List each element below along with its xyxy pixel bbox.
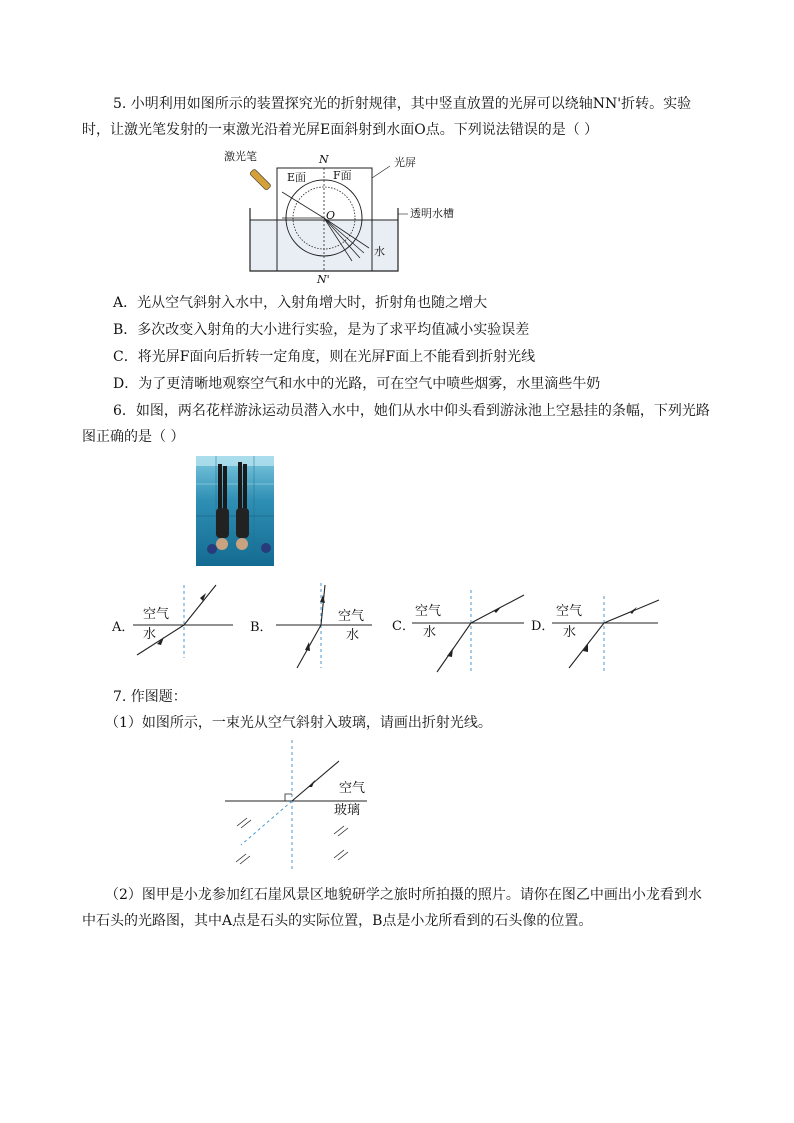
arrow-head: [630, 607, 637, 614]
q6-option-c-letter: C．: [392, 619, 415, 634]
incident-ray: [292, 761, 339, 801]
o-label: O: [326, 209, 336, 222]
n-label: N: [319, 153, 329, 166]
q5-apparatus-figure: [222, 148, 522, 288]
q6-d-air-label: 空气: [556, 604, 583, 619]
q6-option-a-letter: A．: [112, 620, 135, 635]
water-label: 水: [374, 245, 385, 258]
q6-text-line1: 6．如图，两名花样游泳运动员潜入水中，她们从水中仰头看到游泳池上空悬挂的条幅，下列光路: [113, 403, 710, 419]
q6-option-b-letter: B．: [250, 620, 273, 635]
q5-text-line1: 5. 小明利用如图所示的装置探究光的折射规律，其中竖直放置的光屏可以绕轴NN'折转。实验: [113, 96, 692, 112]
q5-option-b: B．多次改变入射角的大小进行实验，是为了求平均值减小实验误差: [113, 322, 530, 338]
q6-c-water-label: 水: [423, 625, 437, 640]
q5-text-line2: 时，让激光笔发射的一束激光沿着光屏E面斜射到水面O点。下列说法错误的是（ ）: [82, 122, 599, 138]
arrow-head: [305, 642, 310, 651]
screen-leader: [372, 166, 390, 178]
q7-air-label: 空气: [339, 781, 366, 796]
q6-c-air-label: 空气: [415, 604, 442, 619]
q6-a-water-label: 水: [143, 627, 157, 642]
arrow-head: [447, 648, 453, 657]
arrow-head: [308, 780, 315, 787]
laser-pen: [249, 169, 271, 191]
e-face-label: E面: [287, 171, 307, 184]
q6-b-air-label: 空气: [338, 609, 365, 624]
ray-in-water: [437, 623, 471, 672]
laser-pen-label: 激光笔: [224, 150, 257, 163]
swimmers-photo: [196, 456, 274, 566]
screen-label: 光屏: [394, 156, 416, 169]
ray-in-air: [184, 585, 216, 625]
arrow-head: [583, 644, 588, 652]
ray-in-air: [321, 585, 325, 625]
q7-title: 7. 作图题：: [113, 689, 187, 705]
tank-label: 透明水槽: [410, 207, 454, 220]
right-angle-mark: [285, 794, 292, 801]
q6-text-line2: 图正确的是（ ）: [82, 429, 185, 445]
q6-d-water-label: 水: [563, 625, 577, 640]
q7-part2-line1: （2）图甲是小龙参加红石崖风景区地貌研学之旅时所拍摄的照片。请你在图乙中画出小龙看到水: [105, 887, 702, 903]
q5-option-d: D．为了更清晰地观察空气和水中的光路，可在空气中喷些烟雾，水里滴些牛奶: [113, 376, 601, 392]
q7-part1-text: （1）如图所示，一束光从空气斜射入玻璃，请画出折射光线。: [105, 715, 492, 731]
q5-option-a: A．光从空气斜射入水中，入射角增大时，折射角也随之增大: [113, 295, 488, 311]
q7-part2-line2: 中石头的光路图，其中A点是石头的实际位置，B点是小龙所看到的石头像的位置。: [82, 913, 593, 929]
q7-glass-label: 玻璃: [334, 803, 361, 818]
q6-b-water-label: 水: [346, 628, 360, 643]
incident-extension-line: [241, 801, 292, 845]
q6-option-d-letter: D．: [531, 619, 555, 634]
q5-option-c: C．将光屏F面向后折转一定角度，则在光屏F面上不能看到折射光线: [113, 349, 536, 365]
arrow-head: [494, 606, 502, 613]
arrow-head: [200, 593, 206, 601]
q6-a-air-label: 空气: [143, 607, 170, 622]
n-prime-label: N': [317, 273, 330, 286]
q6-diagram-b: [272, 580, 382, 670]
f-face-label: F面: [333, 169, 352, 182]
